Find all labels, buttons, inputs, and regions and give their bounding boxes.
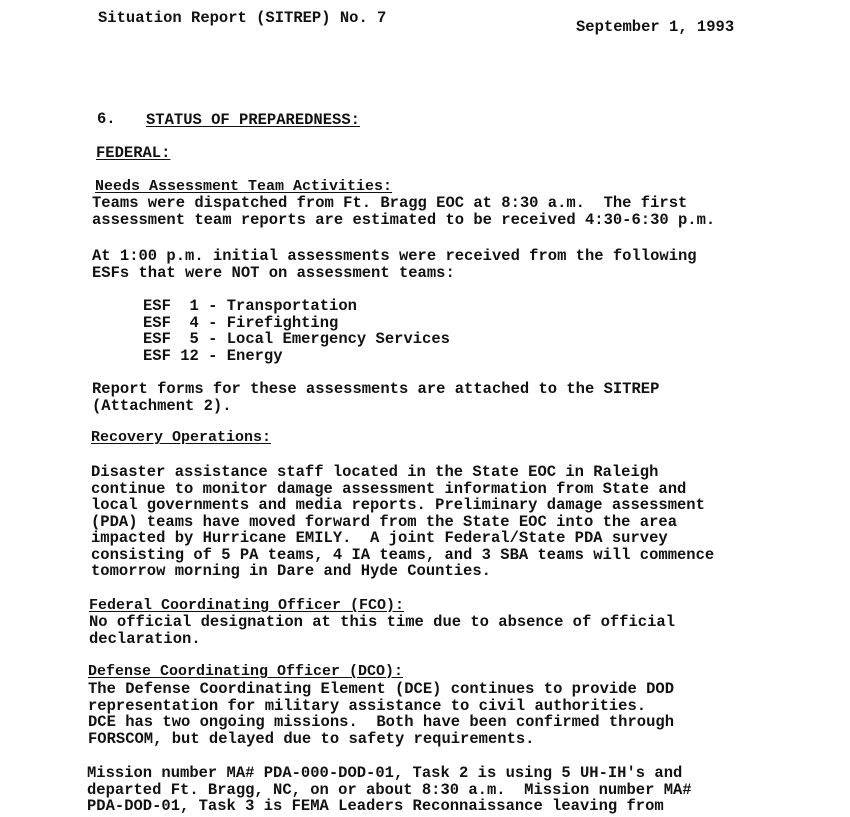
needs-paragraph-2 xyxy=(92,248,742,281)
esf-list-item: ESF 5 - Local Emergency Services xyxy=(143,330,450,348)
recovery-operations-heading: Recovery Operations: xyxy=(91,429,272,446)
esf-list-item: ESF 12 - Energy xyxy=(143,346,283,365)
text-line: DCE has two ongoing missions. Both have been confirmed through xyxy=(88,713,674,731)
fco-paragraph xyxy=(89,614,739,647)
text-line: Mission number MA# PDA-000-DOD-01, Task 2 is using 5 UH-IH's and xyxy=(87,764,683,782)
dco-heading: Defense Coordinating Officer (DCO): xyxy=(88,663,404,680)
section-number: 6. xyxy=(97,110,116,128)
text-line: impacted by Hurricane EMILY. A joint Federal/State PDA survey xyxy=(91,529,668,547)
text-line: (Attachment 2). xyxy=(92,396,232,415)
needs-paragraph-1 xyxy=(92,195,742,228)
text-line: No official designation at this time due to absence of official xyxy=(89,613,675,631)
text-line: Teams were dispatched from Ft. Bragg EOC at 8:30 a.m. The first xyxy=(92,194,688,212)
text-line: assessment team reports are estimated to be received 4:30-6:30 p.m. xyxy=(92,210,716,229)
needs-paragraph-3 xyxy=(92,381,742,414)
text-line: Disaster assistance staff located in the State EOC in Raleigh xyxy=(91,463,659,481)
text-line: FORSCOM, but delayed due to safety requirements. xyxy=(88,729,535,748)
esf-list-item: ESF 1 - Transportation xyxy=(143,297,357,315)
text-line: tomorrow morning in Dare and Hyde Counties. xyxy=(91,562,491,580)
text-line: continue to monitor damage assessment information from State and xyxy=(91,479,687,498)
federal-heading: FEDERAL: xyxy=(96,144,171,162)
text-line: ESFs that were NOT on assessment teams: xyxy=(92,263,455,282)
text-line: Report forms for these assessments are attached to the SITREP xyxy=(92,380,660,398)
text-line: PDA-DOD-01, Task 3 is FEMA Leaders Reconnaissance leaving from xyxy=(87,797,664,815)
text-line: local governments and media reports. Preliminary damage assessment xyxy=(91,496,705,514)
esf-list xyxy=(143,298,450,364)
text-line: declaration. xyxy=(89,629,201,648)
dco-paragraph-2 xyxy=(87,765,737,815)
esf-list-item: ESF 4 - Firefighting xyxy=(143,313,339,332)
text-line: departed Ft. Bragg, NC, on or about 8:30 a.m. Mission number MA# xyxy=(87,780,692,799)
section-title: STATUS OF PREPAREDNESS: xyxy=(146,111,360,129)
needs-assessment-heading: Needs Assessment Team Activities: xyxy=(95,178,393,195)
text-line: The Defense Coordinating Element (DCE) continues to provide DOD xyxy=(88,680,674,698)
text-line: consisting of 5 PA teams, 4 IA teams, and 3 SBA teams will commence xyxy=(91,545,715,564)
recovery-paragraph xyxy=(91,464,741,580)
text-line: representation for military assistance to civil authorities. xyxy=(88,696,647,715)
text-line: At 1:00 p.m. initial assessments were received from the following xyxy=(92,247,697,265)
fco-heading: Federal Coordinating Officer (FCO): xyxy=(89,597,405,614)
text-line: (PDA) teams have moved forward from the State EOC into the area xyxy=(91,512,677,531)
report-title: Situation Report (SITREP) No. 7 xyxy=(98,9,387,27)
dco-paragraph-1 xyxy=(88,681,738,747)
report-date: September 1, 1993 xyxy=(576,18,735,36)
